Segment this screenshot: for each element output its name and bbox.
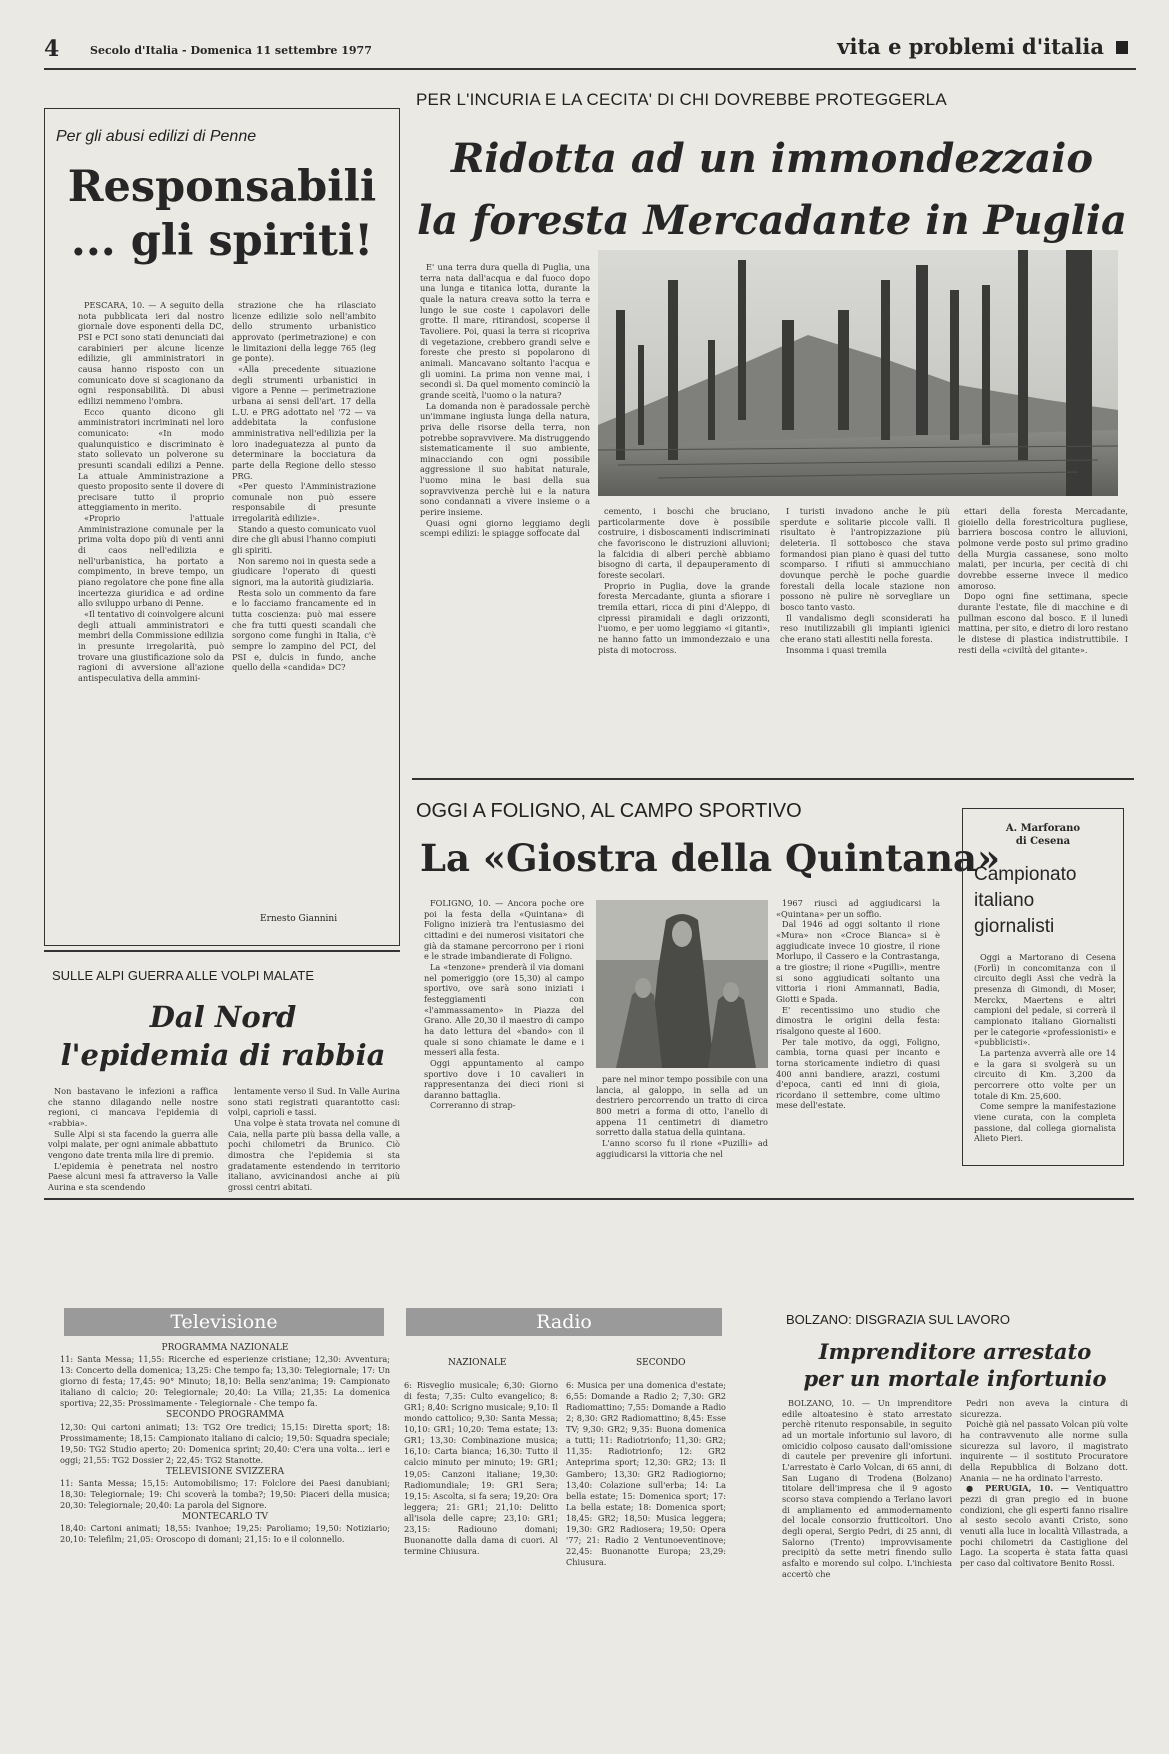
foresta-col-2: cemento, i boschi che bruciano, particolarmente dove è possibile costruire, i disboscamenti indiscriminati che favoriscono le distruzioni alluvioni; la falcidia di alberi perchè abbiamo bisogno di carta, il depauperamento di foreste secolari. Proprio in Puglia, dove la grande foresta Mercadante, giunta a sfiorare i tremila ettari, ricca di pini d'Aleppo, di cipressi piramidali e dagli orizzonti, l'uomo, e per uomo leggiamo «i gitanti», ne hanno fatto un immondezzaio e una pista di motocross. bbox=[598, 506, 770, 655]
radio-nazionale-label: NAZIONALE bbox=[448, 1358, 507, 1368]
bolzano-headline: Imprenditore arrestato per un mortale infortunio bbox=[803, 1339, 1107, 1391]
tv-section-title: PROGRAMMA NAZIONALE bbox=[161, 1343, 289, 1353]
radio-secondo-listing: 6: Musica per una domenica d'estate; 6,55: Domande a Radio 2; 7,30: GR2 Radiomattino; 7,55: Domande a Radio 2; 8,30: GR2 Radiomattino; 8,45: Esse TV; 9,30: GR2; 9,35: Buona domenica a tutti; 11: Radiotrionfo; 11,30: GR2; 11,35: Radiotrionfo; 12: GR2 Anteprima sport; 12,30: GR2; 13: Il Gambero; 13,30: GR2 Radiogiorno; 13,40: Colazione sull'erba; 14: La bella estate; 15: Domenica sport; 17: La bella estate; 18: Domenica sport; 18,45: GR2; 18,50: Musica leggera; 19,30: GR2 Radiosera; 19,50: Opera '77; 21: Radio 2 Ventunoeventinove; 22,45: Buonanotte Europa; 23,29: Chiusura. bbox=[566, 1380, 726, 1567]
section-title: vita e problemi d'italia bbox=[837, 34, 1104, 59]
foresta-kicker: PER L'INCURIA E LA CECITA' DI CHI DOVREBBE PROTEGGERLA bbox=[416, 90, 947, 109]
forest-photo bbox=[598, 250, 1118, 496]
tv-section-text: 18,40: Cartoni animati; 18,55: Ivanhoe; 19,25: Paroliamo; 19,50: Notiziario; 20,10: Telefilm; 21,05: Oroscopo di domani; 21,15: Io e il colonnello. bbox=[60, 1523, 390, 1545]
masthead bbox=[44, 30, 1134, 70]
bolzano-col-1: BOLZANO, 10. — Un imprenditore edile altoatesino è stato arrestato perchè ritenuto responsabile, in seguito ad un mortale infortunio sul lavoro, di omicidio colposo causato dall'omissione di cautele per prevenire gli infortuni. L'arrestato è Carlo Volcan, di 65 anni, di San Lugano di Trodena (Bolzano) titolare dell'impresa che il 9 agosto scorso stava compiendo a Terlano lavori di ampliamento ed ammodernamento del locale consorzio frutticoltori. Uno degli operai, Sergio Pedri, di 25 anni, di Salorno (Trento) improvvisamente precipitò da sette metri finendo sullo asfalto e morendo sul colpo. L'inchiesta accertò che bbox=[782, 1398, 952, 1579]
volpi-top-rule bbox=[44, 950, 400, 952]
paper-date: Secolo d'Italia - Domenica 11 settembre 1977 bbox=[90, 44, 372, 57]
radio-nazionale-listing: 6: Risveglio musicale; 6,30: Giorno di festa; 7,35: Culto evangelico; 8: GR1; 8,40: Scrigno musicale; 9,10: Il mondo cattolico; 9,30: Santa Messa; 10,10: GR1; 10,20: Tema estate; 13: GR1; 13,30: Combinazione musica; 16,10: Carta bianca; 16,30: Tutto il calcio minuto per minuto; 19: GR1; 19,05: Canzoni italiane; 19,30: Radiomundiale; 19: GR1 Sera; 19,15: Ascolta, si fa sera; 19,20: Ora leggera; 21: GR1; 21,10: Delitto all'isola delle capre; 23,10: GR1; 23,15: Radiouno domani; Buonanotte dalla dama di cuori. Al termine Chiusura. bbox=[404, 1380, 558, 1556]
tv-section-text: 12,30: Qui cartoni animati; 13: TG2 Ore tredici; 15,15: Diretta sport; 18: Prossimamente; 18,15: Campionato italiano di calcio; 19,50: Squadra speciale; 19,50: TG2 Studio aperto; 20: Domenica sprint; 20,40: C'era una volta... ieri e oggi; 21,55: TG2 Dossier 2; 22,45: TG2 Stanotte. bbox=[60, 1421, 390, 1465]
bottom-section-rule bbox=[44, 1198, 1134, 1200]
tv-section-text: 11: Santa Messa; 11,55: Ricerche ed esperienze cristiane; 12,30: Avventura; 13: Concerto della domenica; 13,25: Che tempo fa; 13,30: Telegiornale; 17: Un giorno di festa; 17,45: 90° Minuto; 18,10: Bella senz'anima; 19: Campionato italiano di calcio; 20: Telegiornale; 20,40: La Villa; 21,35: La domenica sportiva; 22,35: Prossimamente - Telegiornale - Che tempo fa. bbox=[60, 1354, 390, 1409]
quintana-col-3: 1967 riuscì ad aggiudicarsi la «Quintana» per un soffio. Dal 1946 ad oggi soltanto il rione «Mura» non «Croce Bianca» si è aggiudicate invece 10 giostre, il rione Morlupo, il Cassero e la Contrastanga, a tre giostre; il rione «Pugilli», mentre si sono aggiudicati soltanto una vittoria i rioni Ammannati, Badia, Giotti e Spada. E' recentissimo uno studio che dimostra le origini della festa: risalgono queste al 1600. Per tale motivo, da oggi, Foligno, cambia, torna quasi per incanto e torna storicamente indietro di quasi 400 anni bandiere, arazzi, costumi d'epoca, canti ed inni di gioia, ricordano il settembre, come ultimo mese dell'estate. bbox=[776, 898, 940, 1111]
penne-headline bbox=[50, 160, 394, 268]
foresta-col-3: I turisti invadono anche le più sperdute e solitarie piccole valli. Il risultato è l'antropizzazione più deleteria. Il sottobosco che stava formandosi pian piano è quasi del tutto scomparso. I rifiuti si ammucchiano dovunque perchè le poche guardie forestali della locale stazione non possono nè pulire nè sorvegliare un bosco tanto vasto. Il vandalismo degli sconsiderati ha reso inutilizzabili gli impianti igienici che erano stati allestiti nella foresta. Insomma i quasi tremila bbox=[780, 506, 950, 655]
radio-header: Radio bbox=[406, 1308, 722, 1336]
penne-headline-line1: Responsabili bbox=[67, 162, 377, 212]
bolzano-col-2: Pedri non aveva la cintura di sicurezza. Poichè già nel passato Volcan più volte ha contravvenuto alle norme sulla sicurezza sul lavoro, il magistrato inquirente — il sostituto Procuratore della Repubblica di Bolzano dott. Anania — ne ha ordinato l'arresto. ● PERUGIA, 10. — Ventiquattro pezzi di gran pregio ed in buone condizioni, che gli esperti fanno risalire al sesto secolo avanti Cristo, sono venuti alla luce in località Villastrada, a pochi chilometri da Castiglione del Lago. La scoperta è stata fatta quasi per caso dal coltivatore Benito Rossi. bbox=[960, 1398, 1128, 1568]
penne-col-2: strazione che ha rilasciato licenze edilizie solo nell'ambito dello strumento urbanistico approvato (perimetrazione) e con le limitazioni della legge 765 (leg ge ponte). «Alla precedente situazione degli strumenti urbanistici in vigore a Penne — perimetrazione urbana ai sensi dell'art. 17 della L.U. e PRG adottato nel '72 — va addebitata la confusione amministrativa nell'edilizia per la loro inadeguatezza al punto da determinare la bocciatura da parte della Regione dello stesso PRG. «Per questo l'Amministrazione comunale non può essere responsabile di presunte irregolarità edilizie». Stando a questo comunicato vuol dire che gli abusi l'hanno compiuti gli spiriti. Non saremo noi in questa sede a giudicare l'operato di questi signori, ma la autorità giudiziaria. Resta solo un commento da fare e lo facciamo francamente ed in tutta coscienza: può mai essere che fra tutti questi scandali che sorgono come funghi in Italia, c'è sempre lo zampino del PCI, del PSI e, dulcis in fundo, anche quello della «candida» DC? bbox=[232, 300, 376, 673]
section-square-icon bbox=[1116, 41, 1128, 54]
foresta-headline-line2: la foresta Mercadante in Puglia bbox=[417, 197, 1127, 244]
foresta-headline bbox=[412, 128, 1132, 252]
perugia-lead: ● PERUGIA, 10. — bbox=[966, 1483, 1069, 1494]
tv-section-title: SECONDO PROGRAMMA bbox=[166, 1410, 284, 1421]
giornalisti-byline: A. Marforano di Cesena bbox=[1005, 823, 1081, 847]
volpi-kicker: SULLE ALPI GUERRA ALLE VOLPI MALATE bbox=[52, 968, 315, 983]
quintana-headline: La «Giostra della Quintana» bbox=[420, 836, 1001, 880]
volpi-col-2: lentamente verso il Sud. In Valle Aurina sono stati registrati quarantotto casi: volpi, caprioli e tassi. Una volpe è stata trovata nel comune di Caia, nella parte più bassa della valle, a pochi chilometri da Brunico. Ciò dimostra che l'epidemia si sta gradatamente estendendo in territorio italiano, avvicinandosi anche ai più grossi centri abitati. bbox=[228, 1086, 400, 1192]
penne-col-1: PESCARA, 10. — A seguito della nota pubblicata ieri dal nostro giornale dove esponenti della DC, PSI e PCI sono stati denunciati dai carabinieri per alcune licenze edilizie, gli amministratori in causa hanno risposto con un comunicato dove si scagionano da ogni responsabilità. Di abusi edilizi nemmeno l'ombra. Ecco quanto dicono gli amministratori incriminati nel loro comunicato: «In modo qualunquistico e discriminato è stato sollevato un polverone su presunti scandali edilizi a Penne. La attuale Amministrazione a questo proposito sente il dovere di precisare tutto il proprio atteggiamento in merito. «Proprio l'attuale Amministrazione comunale per la prima volta dopo più di venti anni di caos nell'edilizia e nell'urbanistica, ha portato a compimento, in breve tempo, un piano regolatore che pone fine alla incertezza giuridica e ad ordine allo sviluppo urbano di Penne. «Il tentativo di coinvolgere alcuni degli attuali amministratori e membri della Commissione edilizia in presunte irregolarità, può trovare una giustificazione solo da ragioni di avversione all'azione antispeculativa della ammini- bbox=[78, 300, 224, 683]
volpi-col-1: Non bastavano le infezioni a raffica che stanno dilagando nelle nostre regioni, ci mancava l'epidemia di «rabbia». Sulle Alpi si sta facendo la guerra alle volpi malate, per ogni animale abbattuto vengono date trenta mila lire di premio. L'epidemia è penetrata nel nostro Paese alcuni mesi fa attraverso la Valle Aurina e sta scendendo bbox=[48, 1086, 218, 1192]
quintana-kicker: OGGI A FOLIGNO, AL CAMPO SPORTIVO bbox=[416, 800, 802, 822]
quintana-col-1: FOLIGNO, 10. — Ancora poche ore poi la festa della «Quintana» di Foligno inizierà tra l'entusiasmo dei cittadini e dei numerosi visitatori che già da stamane percorrono per i rioni e le strade imbandierate di Foligno. La «tenzone» prenderà il via domani nel pomeriggio (ore 15,30) al campo sportivo, ove sarà sono iniziati i festeggiamenti con «l'ammassamento» in Piazza del Grano. Alle 20,30 il maestro di campo ha dato lettura del «bando» con il quale si sono chiamate le dame e i messeri alla festa. Oggi appuntamento al campo sportivo dove i 10 cavalieri in rappresentanza dei dieci rioni si daranno battaglia. Correranno di strap- bbox=[424, 898, 584, 1111]
giornalisti-body: Oggi a Martorano di Cesena (Forlì) in concomitanza con il circuito degli Assi che vedrà la presenza di Gimondi, di Moser, Merckx, Maertens e altri campioni del pedale, si correrà il campionato italiano Giornalisti per le categorie «professionisti» e «pubblicisti». La partenza avverrà alle ore 14 e la gara si svolgerà su un circuito di Km. 3,200 da percorrere otto volte per un totale di Km. 25,600. Come sempre la manifestazione viene curata, con la completa passione, dal collega giornalista Alieto Pieri. bbox=[974, 952, 1116, 1144]
tv-section-title: MONTECARLO TV bbox=[182, 1512, 268, 1523]
page-number: 4 bbox=[44, 36, 60, 62]
foresta-col-1: E' una terra dura quella di Puglia, una terra nata dall'acqua e dal fuoco dopo una lunga e titanica lotta, durante la quale la natura creava sotto la terra e lungo le sue coste i capolavori delle grotte. Il mare, ritirandosi, scoperse il Tavoliere. Poi, quasi la terra si ricopriva di vegetazione, crebbero grandi selve e foreste che presto si popolarono di animali. Mancavano soltanto l'acqua e gli uomini. La prima non venne mai, i secondi sì. Da quel momento cominciò la grande sceità, l'uomo o la natura? La domanda non è paradossale perchè un'immane ingiusta lunga della natura, priva delle risorse della terra, non potrebbe sopravvivere. Ma distruggendo sistematicamente il suo ambiente, minacciando con ogni possibile aggressione il suo habitat naturale, l'uomo mina le basi della sua sopravvivenza perchè lui e la natura sono condannati a vivere insieme o a perire insieme. Quasi ogni giorno leggiamo degli scempi edilizi: le spiagge soffocate dal bbox=[420, 262, 590, 539]
penne-kicker: Per gli abusi edilizi di Penne bbox=[56, 128, 257, 145]
giornalisti-headline: Campionato italiano giornalisti bbox=[974, 864, 1077, 937]
masthead-rule bbox=[44, 68, 1136, 70]
quintana-col-2: pare nel minor tempo possibile con una lancia, al galoppo, in sella ad un destriero percorrendo un tratto di circa 800 metri a forma di otto, l'anello di appena 11 centimetri di diametro sorretto dalla statua della quintana. L'anno scorso fu il rione «Puzilli» ad aggiudicarsi la vittoria che nel bbox=[596, 1074, 768, 1159]
tv-listing bbox=[60, 1342, 390, 1742]
perugia-text: Ventiquattro pezzi di gran pregio ed in buone condizioni, che gli esperti fanno risalire al sesto secolo avanti Cristo, sono venuti alla luce in località Villastrada, a pochi chilometri da Castiglione del Lago. La scoperta è stata fatta quasi per caso dal coltivatore Benito Rossi. bbox=[960, 1483, 1128, 1568]
foresta-col-4: ettari della foresta Mercadante, gioiello della forestricoltura pugliese, barriera boscosa contro le alluvioni, polmone verde posto sul primo gradino della Murgia cassanese, sono molto malati, per incuria, per cecità di chi dovrebbe esserne invece il medico amoroso. Dopo ogni fine settimana, specie durante l'estate, file di macchine e di pullman escono dal bosco. E il lunedì mattina, per sito, e dietro di loro restano le distese di plastica indistruttibile. I resti della «civiltà del gitante». bbox=[958, 506, 1128, 655]
tv-header: Televisione bbox=[64, 1308, 384, 1336]
penne-signature: Ernesto Giannini bbox=[260, 914, 338, 924]
quintana-photo bbox=[596, 900, 768, 1068]
tv-section-title: TELEVISIONE SVIZZERA bbox=[165, 1466, 285, 1477]
bolzano-kicker: BOLZANO: DISGRAZIA SUL LAVORO bbox=[786, 1312, 1010, 1327]
foresta-bottom-rule bbox=[412, 778, 1134, 780]
radio-secondo-label: SECONDO bbox=[636, 1358, 686, 1368]
tv-section-text: 11: Santa Messa; 15,15: Automobilismo; 17: Folclore dei Paesi danubiani; 18,30: Telegiornale; 19: Chi scoverà la tomba?; 19,50: Piaceri della musica; 20,30: Telegiornale; 20,40: La parola del Signore. bbox=[60, 1477, 390, 1511]
volpi-headline: Dal Nord l'epidemia di rabbia bbox=[60, 1000, 386, 1072]
foresta-headline-line1: Ridotta ad un immondezzaio bbox=[450, 135, 1094, 182]
penne-headline-line2: ... gli spiriti! bbox=[70, 216, 374, 266]
